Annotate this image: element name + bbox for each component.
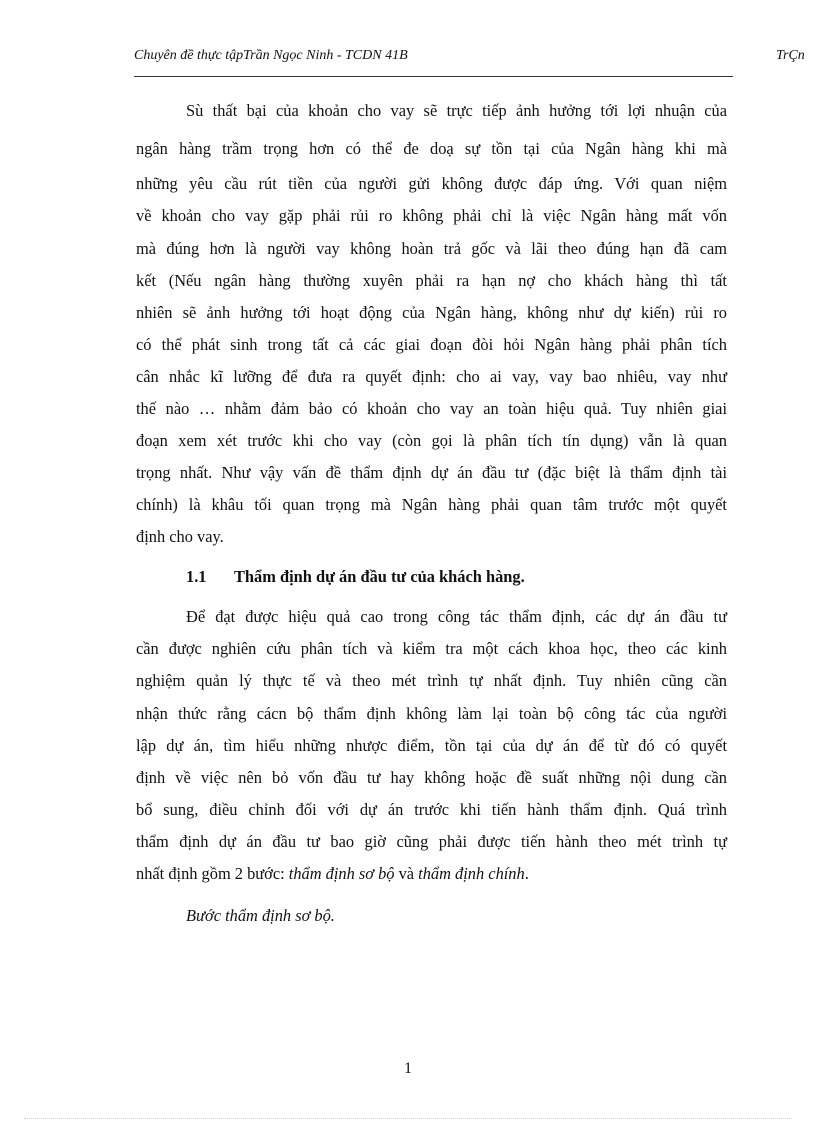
text-line: định về việc nên bỏ vốn đầu tư hay không hoặc đề suất những nội dung cần <box>136 768 727 787</box>
section-number: 1.1 <box>186 567 207 586</box>
text-line: những yêu cầu rút tiền của người gửi không được đáp ứng. Với quan niệm <box>136 174 727 193</box>
text-line: Sù thất bại của khoản cho vay sẽ trực tiếp ảnh hưởng tới lợi nhuận của <box>186 101 727 120</box>
text-line: mà đúng hơn là người vay không hoàn trả gốc và lãi theo đúng hạn đã cam <box>136 239 727 258</box>
text-line: ngân hàng trầm trọng hơn có thể đe doạ sự tồn tại của Ngân hàng khi mà <box>136 139 727 158</box>
text-run: . <box>524 864 529 883</box>
header-right-text: TrÇn <box>776 48 805 63</box>
term-main-appraisal: thẩm định chính <box>418 864 525 883</box>
text-line: định cho vay. <box>136 527 224 546</box>
text-line: lập dự án, tìm hiểu những nhược điểm, tồn tại của dự án để từ đó có quyết <box>136 736 727 755</box>
subheading-preliminary: Bước thẩm định sơ bộ. <box>186 906 335 925</box>
section-title: Thẩm định dự án đầu tư của khách hàng. <box>234 567 525 586</box>
text-line: nghiệm quản lý thực tế và theo mét trình tự nhất định. Tuy nhiên cũng cần <box>136 671 727 690</box>
header-title: Chuyên đề thực tậpTrần Ngọc Ninh - TCDN 41B <box>134 48 408 63</box>
text-line: chính) là khâu tối quan trọng mà Ngân hàng phải quan tâm trước một quyết <box>136 495 727 514</box>
text-line: kết (Nếu ngân hàng thường xuyên phải ra hạn nợ cho khách hàng thì tất <box>136 271 727 290</box>
text-line: cần được nghiên cứu phân tích và kiểm tra một cách khoa học, theo các kinh <box>136 639 727 658</box>
text-line: cân nhắc kĩ lưỡng để đưa ra quyết định: cho ai vay, vay bao nhiêu, vay như <box>136 367 727 386</box>
section-heading <box>186 566 525 590</box>
term-preliminary-appraisal: thẩm định sơ bộ <box>288 864 395 883</box>
page-number: 1 <box>404 1060 412 1077</box>
text-line: thế nào … nhằm đảm bảo có khoản cho vay an toàn hiệu quả. Tuy nhiên giai <box>136 399 727 418</box>
page-bottom-border <box>24 1118 792 1119</box>
running-header <box>134 48 814 70</box>
text-run: nhất định gồm 2 bước: <box>136 864 289 883</box>
header-divider <box>134 76 733 77</box>
text-line: bổ sung, điều chỉnh đối với dự án trước khi tiến hành thẩm định. Quá trình <box>136 800 727 819</box>
text-run: và <box>394 864 419 883</box>
text-line: có thể phát sinh trong tất cả các giai đoạn đòi hỏi Ngân hàng phải phân tích <box>136 335 727 354</box>
text-line: thẩm định dự án đầu tư bao giờ cũng phải được tiến hành theo mét trình tự <box>136 832 727 851</box>
text-line: đoạn xem xét trước khi cho vay (còn gọi là phân tích tín dụng) vẫn là quan <box>136 431 727 450</box>
text-line <box>136 863 727 895</box>
text-line: nhiên sẽ ảnh hưởng tới hoạt động của Ngân hàng, không như dự kiến) rủi ro <box>136 303 727 322</box>
text-line: về khoản cho vay gặp phải rủi ro không phải chỉ là việc Ngân hàng mất vốn <box>136 206 727 225</box>
text-line: trọng nhất. Như vậy vấn đề thẩm định dự án đầu tư (đặc biệt là thẩm định tài <box>136 463 727 482</box>
text-line: nhận thức rằng cácn bộ thẩm định không làm lại toàn bộ công tác của người <box>136 704 727 723</box>
text-line: Để đạt được hiệu quả cao trong công tác thẩm định, các dự án đầu tư <box>186 607 727 626</box>
